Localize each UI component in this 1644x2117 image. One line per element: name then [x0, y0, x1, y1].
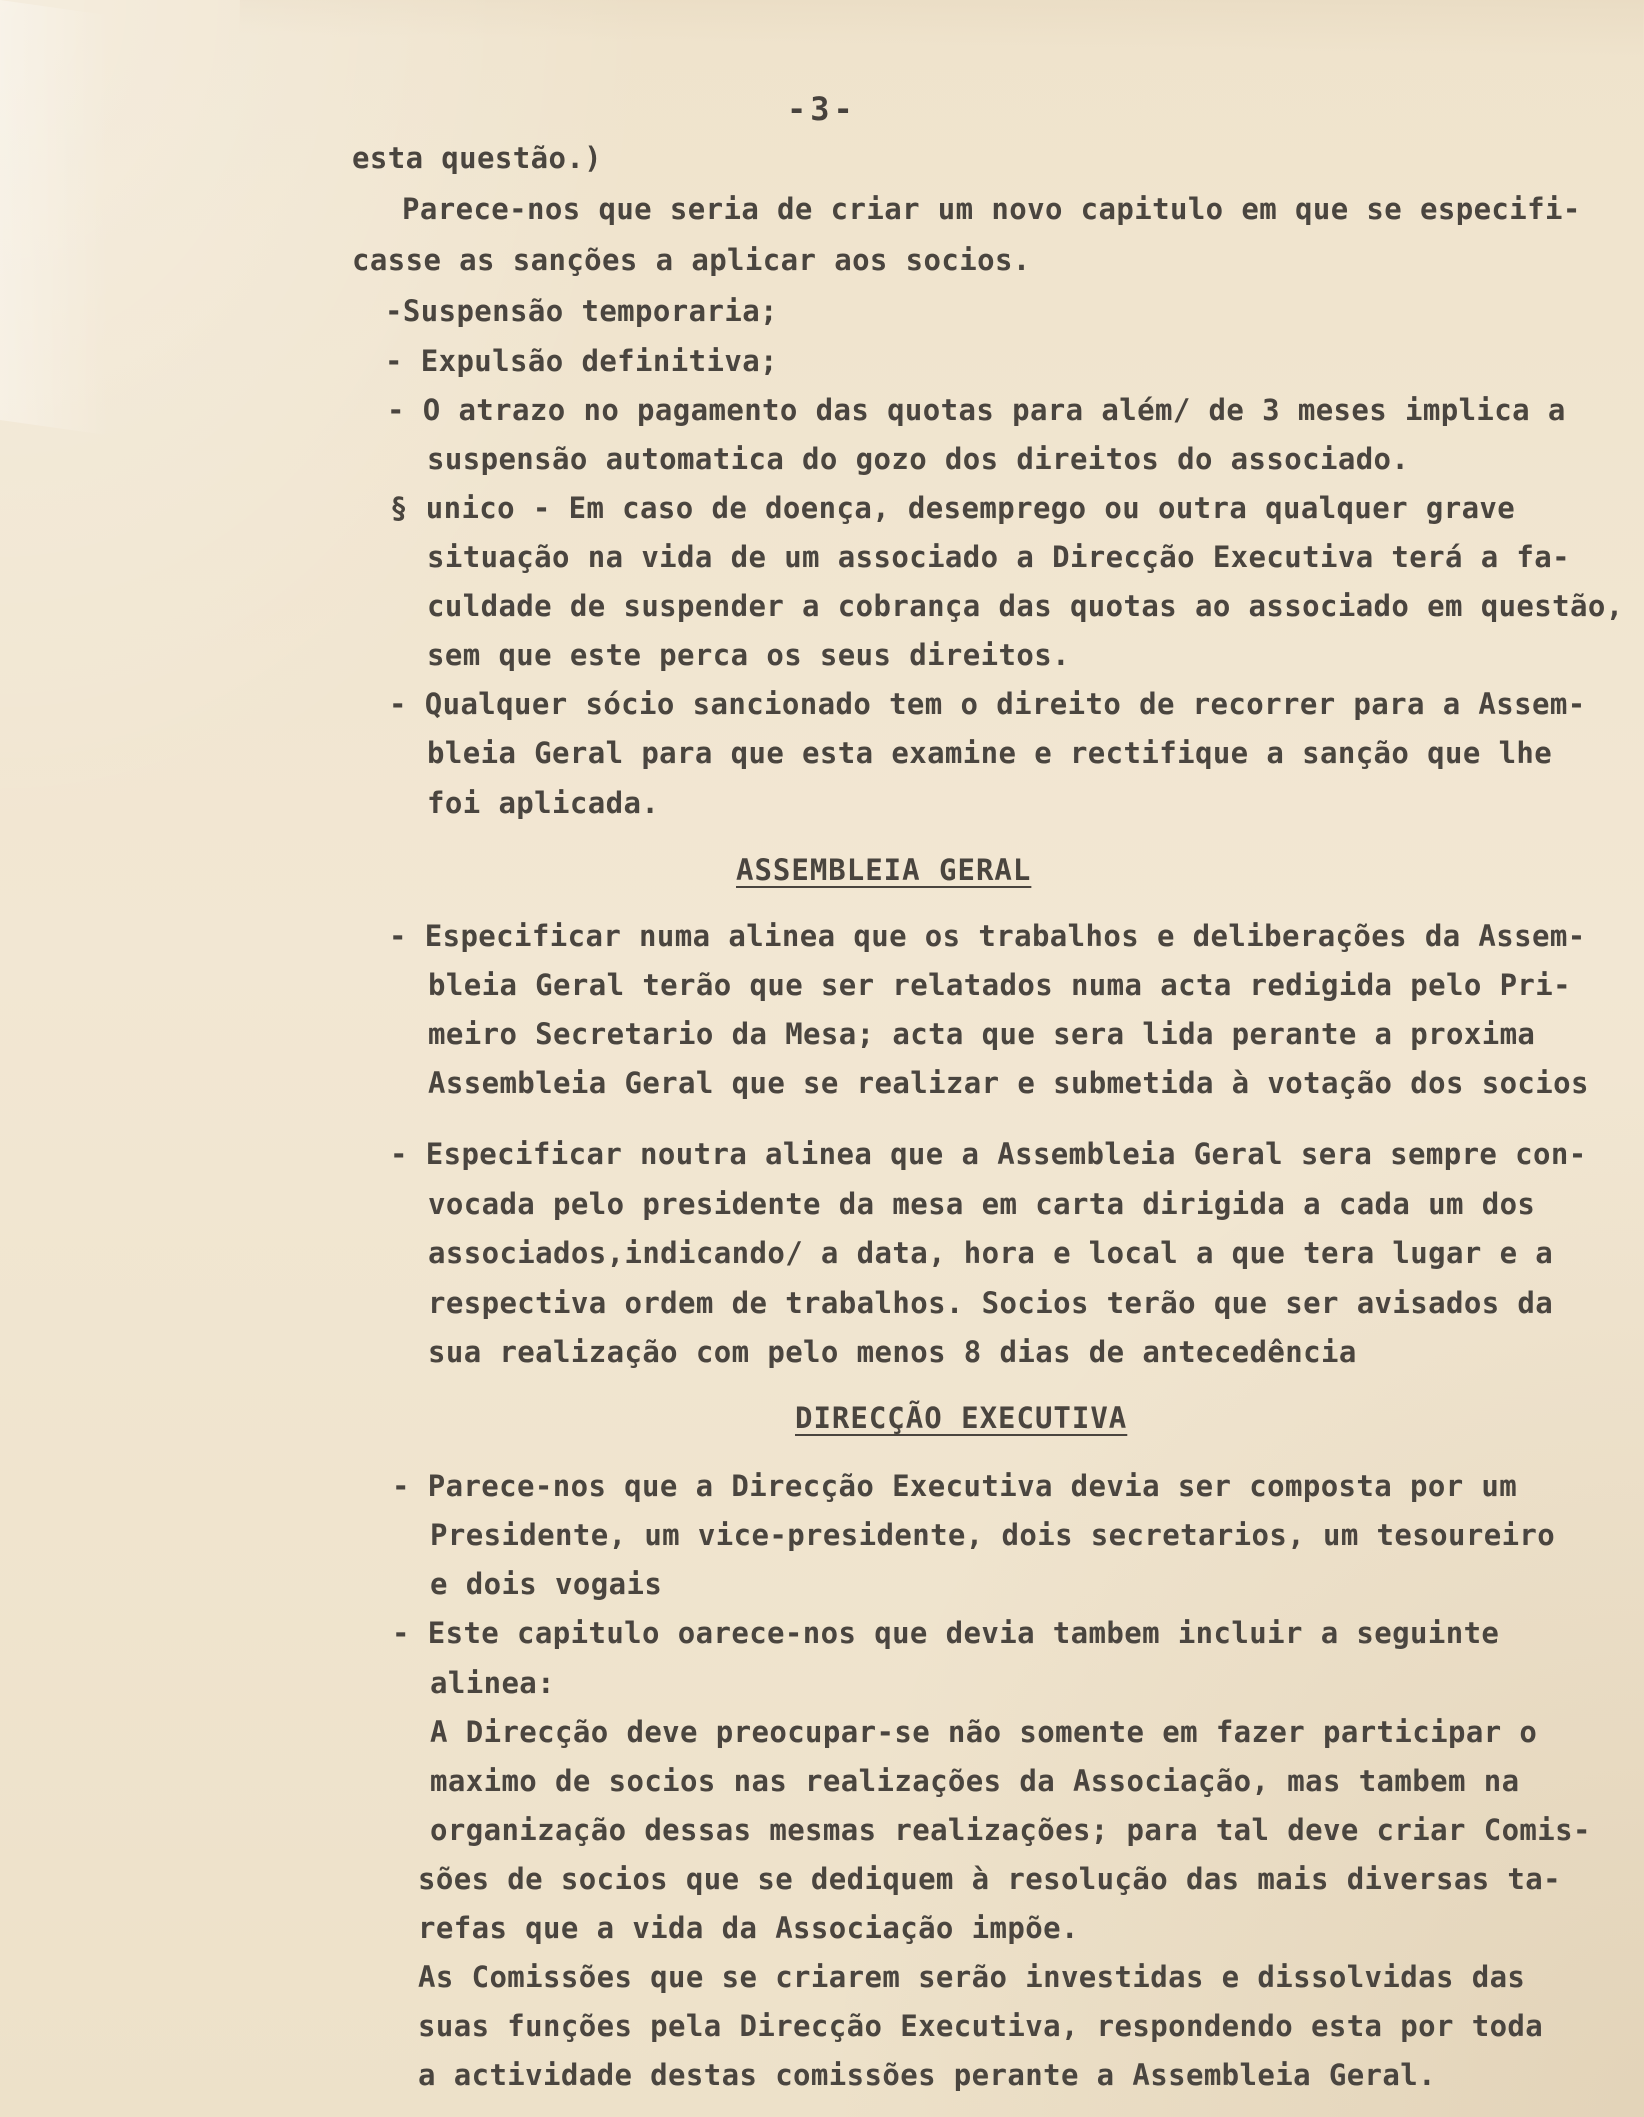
text-line: maximo de socios nas realizações da Associação, mas tambem na	[430, 1764, 1520, 1798]
text-line: situação na vida de um associado a Direcção Executiva terá a fa-	[427, 540, 1571, 574]
paper-fold-top	[239, 0, 1644, 60]
text-line: respectiva ordem de trabalhos. Socios terão que ser avisados da	[428, 1286, 1554, 1320]
text-line: sua realização com pelo menos 8 dias de antecedência	[428, 1335, 1357, 1369]
text-line: Parece-nos que seria de criar um novo capitulo em que se especifi-	[402, 192, 1581, 226]
text-line: foi aplicada.	[427, 786, 660, 820]
text-line: As Comissões que se criarem serão investidas e dissolvidas das	[418, 1960, 1526, 1994]
text-line: sem que este perca os seus direitos.	[427, 638, 1070, 672]
text-line: -Suspensão temporaria;	[385, 294, 778, 328]
text-line: bleia Geral para que esta examine e rectifique a sanção que lhe	[427, 736, 1553, 770]
text-line: - O atrazo no pagamento das quotas para além/ de 3 meses implica a	[387, 393, 1566, 427]
text-line: meiro Secretario da Mesa; acta que sera lida perante a proxima	[428, 1017, 1536, 1051]
section-heading-direccao-executiva: DIRECÇÃO EXECUTIVA	[795, 1401, 1128, 1435]
text-line: - Parece-nos que a Direcção Executiva devia ser composta por um	[392, 1469, 1518, 1503]
text-line: - Expulsão definitiva;	[385, 344, 778, 378]
paper-fold-left	[0, 0, 110, 435]
text-line: sões de socios que se dediquem à resolução das mais diversas ta-	[418, 1862, 1562, 1896]
text-line: - Este capitulo oarece-nos que devia tambem incluir a seguinte	[392, 1616, 1500, 1650]
text-line: casse as sanções a aplicar aos socios.	[352, 243, 1031, 277]
text-line: § unico - Em caso de doença, desemprego ou outra qualquer grave	[390, 491, 1516, 525]
text-line: suas funções pela Direcção Executiva, respondendo esta por toda	[418, 2009, 1544, 2043]
text-line: alinea:	[430, 1666, 556, 1700]
text-line: organização dessas mesmas realizações; para tal deve criar Comis-	[430, 1813, 1591, 1847]
text-line: culdade de suspender a cobrança das quotas ao associado em questão,	[427, 589, 1624, 623]
text-line: suspensão automatica do gozo dos direitos do associado.	[427, 442, 1410, 476]
page-number: -3-	[787, 90, 857, 128]
text-line: - Especificar numa alinea que os trabalhos e deliberações da Assem-	[389, 919, 1586, 953]
section-heading-assembleia-geral: ASSEMBLEIA GERAL	[736, 853, 1032, 887]
text-line: refas que a vida da Associação impõe.	[418, 1911, 1079, 1945]
text-line: - Qualquer sócio sancionado tem o direito de recorrer para a Assem-	[389, 687, 1586, 721]
text-line: Assembleia Geral que se realizar e submetida à votação dos socios	[428, 1066, 1589, 1100]
text-line: - Especificar noutra alinea que a Assembleia Geral sera sempre con-	[390, 1137, 1587, 1171]
text-line: bleia Geral terão que ser relatados numa acta redigida pelo Pri-	[428, 968, 1572, 1002]
text-line: vocada pelo presidente da mesa em carta dirigida a cada um dos	[428, 1187, 1536, 1221]
text-line: e dois vogais	[430, 1567, 663, 1601]
text-line: esta questão.)	[352, 141, 603, 175]
text-line: a actividade destas comissões perante a Assembleia Geral.	[418, 2058, 1436, 2092]
text-line: Presidente, um vice-presidente, dois secretarios, um tesoureiro	[430, 1518, 1556, 1552]
text-line: associados,indicando/ a data, hora e local a que tera lugar e a	[428, 1236, 1554, 1270]
text-line: A Direcção deve preocupar-se não somente em fazer participar o	[430, 1715, 1538, 1749]
